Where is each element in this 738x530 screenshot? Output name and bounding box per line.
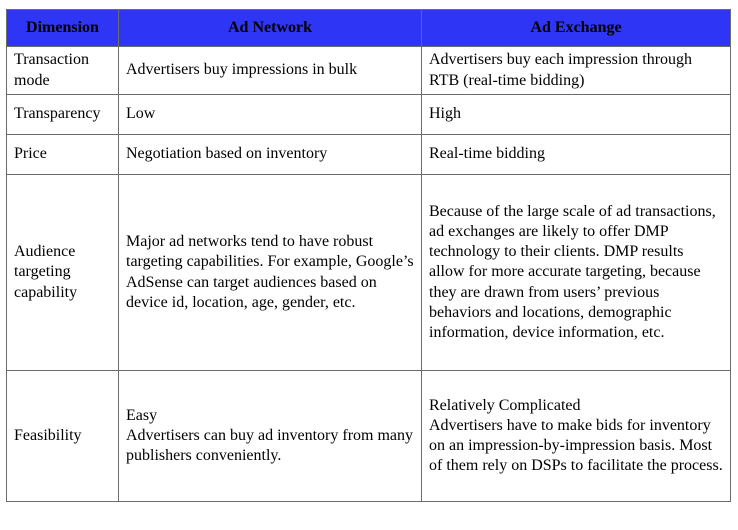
ad-exchange-cell: Because of the large scale of ad transactions, ad exchanges are likely to offer DMP technology to their clients. DMP results allow for more accurate targeting, because they are drawn from users’ previous behaviors and locations, demographic information, device information, etc. [422,175,731,371]
ad-exchange-cell [422,371,731,502]
ad-network-cell: Advertisers buy impressions in bulk [119,47,422,95]
ad-exchange-detail: Advertisers have to make bids for inventory on an impression-by-impression basis. Most of them rely on DSPs to facilitate the process. [429,416,723,475]
table-header-row [7,10,731,47]
comparison-table [6,9,731,502]
ad-network-cell: Negotiation based on inventory [119,135,422,175]
table-row [7,95,731,135]
table-row [7,175,731,371]
dimension-cell: Feasibility [7,371,119,502]
ad-exchange-cell: High [422,95,731,135]
ad-network-cell [119,371,422,502]
table-row [7,135,731,175]
ad-network-detail: Advertisers can buy ad inventory from many publishers conveniently. [126,426,414,465]
header-dimension: Dimension [7,10,119,47]
ad-network-rating: Easy [126,406,158,424]
header-ad-exchange: Ad Exchange [422,10,731,47]
dimension-cell: Transparency [7,95,119,135]
ad-network-cell: Low [119,95,422,135]
dimension-cell: Price [7,135,119,175]
header-ad-network: Ad Network [119,10,422,47]
ad-exchange-rating: Relatively Complicated [429,396,581,414]
table-row [7,371,731,502]
ad-exchange-cell: Real-time bidding [422,135,731,175]
table-row [7,47,731,95]
ad-network-cell: Major ad networks tend to have robust targeting capabilities. For example, Google’s AdSense can target audiences based on device id, location, age, gender, etc. [119,175,422,371]
ad-exchange-cell: Advertisers buy each impression through RTB (real-time bidding) [422,47,731,95]
dimension-cell: Audience targeting capability [7,175,119,371]
dimension-cell: Transaction mode [7,47,119,95]
